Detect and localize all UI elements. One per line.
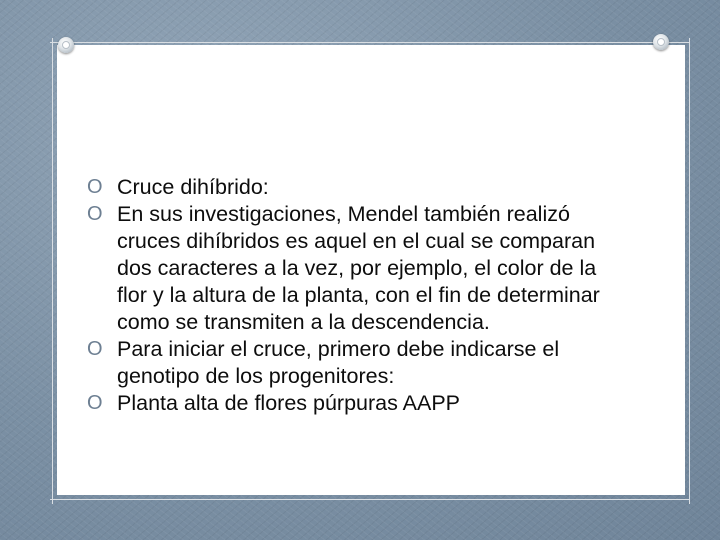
bullet-item: [87, 174, 607, 201]
hollow-o-bullet-icon: O: [87, 392, 103, 414]
bullet-list: [87, 174, 607, 417]
frame-line-bottom: [50, 499, 690, 500]
frame-line-top: [50, 42, 690, 43]
frame-line-right: [689, 38, 690, 504]
bullet-item: [87, 390, 607, 417]
pushpin-icon: [653, 34, 669, 50]
pushpin-icon: [58, 37, 74, 53]
frame-line-left: [52, 38, 53, 504]
bullet-item: [87, 336, 607, 390]
bullet-text: Cruce dihíbrido:: [117, 175, 269, 199]
bullet-item: [87, 201, 607, 336]
hollow-o-bullet-icon: O: [87, 176, 103, 198]
bullet-text: En sus investigaciones, Mendel también realizó cruces dihíbridos es aquel en el cual se comparan dos caracteres a la vez, por ejemplo, el color de la flor y la altura de la planta, con el fin de determinar como se transmiten a la descendencia.: [117, 202, 600, 334]
hollow-o-bullet-icon: O: [87, 203, 103, 225]
bullet-text: Para iniciar el cruce, primero debe indicarse el genotipo de los progenitores:: [117, 337, 560, 388]
bullet-text: Planta alta de flores púrpuras AAPP: [117, 391, 461, 415]
hollow-o-bullet-icon: O: [87, 338, 103, 360]
